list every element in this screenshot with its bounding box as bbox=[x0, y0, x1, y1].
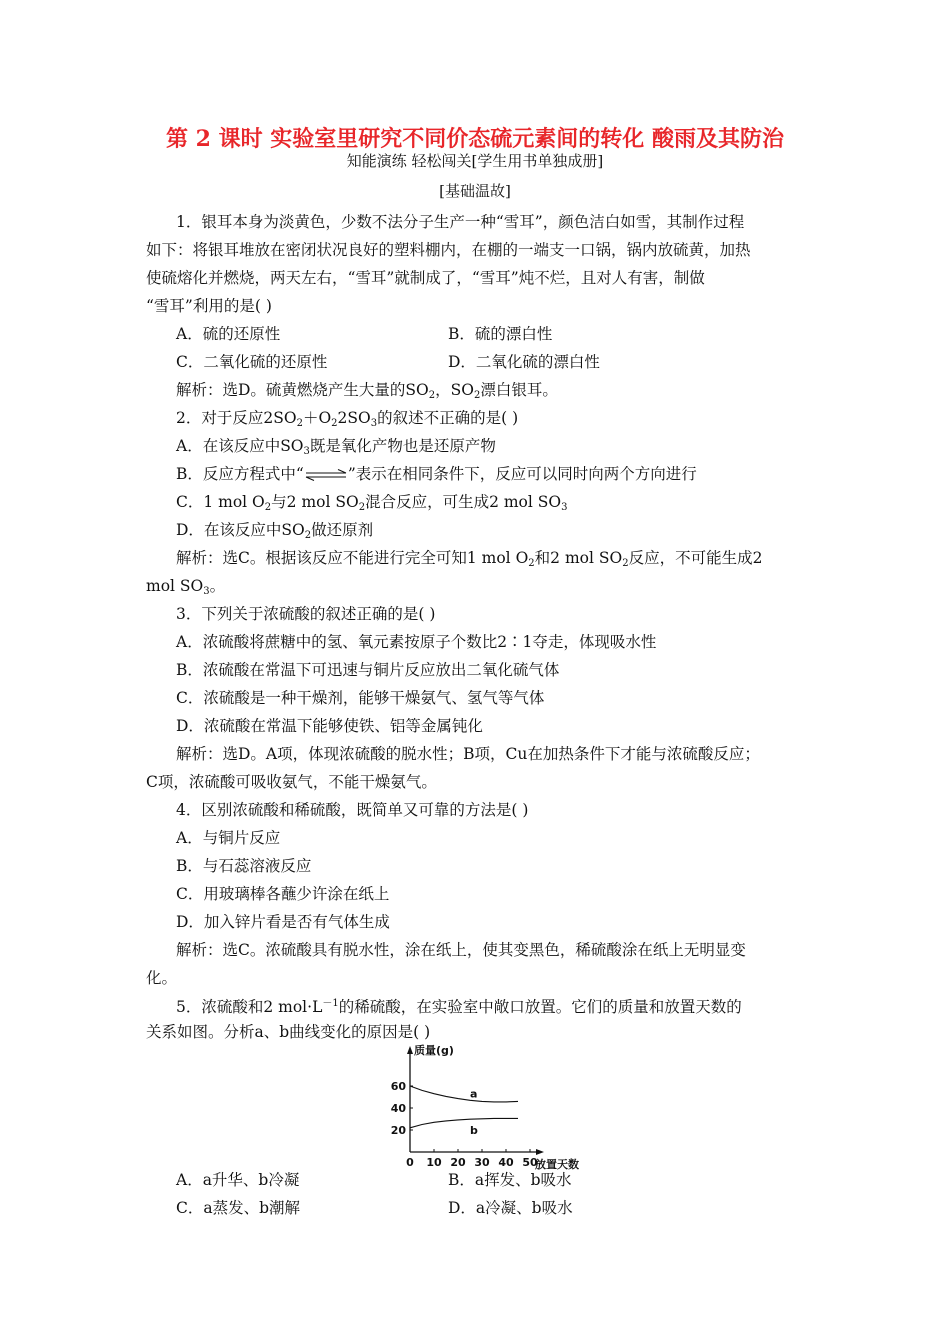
q4-option-d: D．加入锌片看是否有气体生成 bbox=[176, 913, 390, 931]
q3-answer-line1: 解析：选D。A项，体现浓硫酸的脱水性；B项，Cu在加热条件下才能与浓硫酸反应； bbox=[176, 745, 760, 763]
x-axis-label: 放置天数 bbox=[535, 1158, 579, 1171]
x-tick-label: 20 bbox=[450, 1156, 466, 1169]
q5-option-a: A．a升华、b冷凝 bbox=[176, 1171, 300, 1189]
x-tick-label: 10 bbox=[426, 1156, 442, 1169]
q4-stem: 4．区别浓硫酸和稀硫酸，既简单又可靠的方法是( ) bbox=[176, 801, 529, 819]
x-axis-arrow-icon bbox=[536, 1149, 544, 1155]
q3-stem: 3．下列关于浓硫酸的叙述正确的是( ) bbox=[176, 605, 436, 623]
q5-stem-line2: 关系如图。分析a、b曲线变化的原因是( ) bbox=[146, 1023, 431, 1041]
q2-option-b: B．反应方程式中“ ”表示在相同条件下，反应可以同时向两个方向进行 bbox=[176, 465, 697, 483]
q2-option-a: A．在该反应中$SO_3$既是氧化产物也是还原产物 bbox=[176, 437, 496, 457]
x-tick-label: 40 bbox=[498, 1156, 514, 1169]
q1-stem-line3: 使硫熔化并燃烧，两天左右，“雪耳”就制成了，“雪耳”炖不烂，且对人有害，制做 bbox=[146, 269, 705, 287]
series-line-b bbox=[410, 1118, 518, 1127]
q3-answer-line2: C项，浓硫酸可吸收氨气，不能干燥氨气。 bbox=[146, 773, 437, 791]
series-label-a: a bbox=[470, 1087, 478, 1101]
q4-option-b: B．与石蕊溶液反应 bbox=[176, 857, 312, 875]
q1-option-d: D．二氧化硫的漂白性 bbox=[448, 353, 600, 371]
q2-answer-line1: 解析：选C。根据该反应不能进行完全可知1 mol $O_2$和2 mol $SO_2$反应，不可能生成2 bbox=[176, 549, 763, 569]
x-tick-label: 30 bbox=[474, 1156, 490, 1169]
section-heading: [基础温故] bbox=[439, 182, 511, 200]
y-tick-label: 60 bbox=[390, 1080, 406, 1093]
q1-option-c: C．二氧化硫的还原性 bbox=[176, 353, 328, 371]
q2-answer-line2: mol $SO_3$。 bbox=[146, 577, 226, 597]
q4-option-a: A．与铜片反应 bbox=[176, 829, 281, 847]
y-axis-arrow-icon bbox=[407, 1046, 413, 1054]
series-line-a bbox=[410, 1086, 518, 1102]
q5-option-c: C．a蒸发、b潮解 bbox=[176, 1199, 301, 1217]
mass-vs-days-chart bbox=[378, 1040, 598, 1176]
y-tick-label: 20 bbox=[390, 1124, 406, 1137]
q3-option-a: A．浓硫酸将蔗糖中的氢、氧元素按原子个数比2∶1夺走，体现吸水性 bbox=[176, 633, 657, 651]
q4-option-c: C．用玻璃棒各蘸少许涂在纸上 bbox=[176, 885, 390, 903]
q1-stem-line2: 如下：将银耳堆放在密闭状况良好的塑料棚内，在棚的一端支一口锅，锅内放硫黄，加热 bbox=[146, 241, 751, 259]
q2-option-c: C．1 mol $O_2$与2 mol $SO_2$混合反应，可生成2 mol $SO_3$ bbox=[176, 493, 568, 513]
series-label-b: b bbox=[470, 1124, 478, 1138]
reversible-arrow-icon bbox=[304, 469, 348, 481]
q5-option-d: D．a冷凝、b吸水 bbox=[448, 1199, 573, 1217]
q3-option-d: D．浓硫酸在常温下能够使铁、铝等金属钝化 bbox=[176, 717, 483, 735]
x-tick-label: 0 bbox=[406, 1156, 414, 1169]
q5-stem-line1: 5．浓硫酸和2 $mol\cdot L^{-1}$的稀硫酸，在实验室中敞口放置。它们的质量和放置天数的 bbox=[176, 998, 742, 1017]
x-tick-label: 50 bbox=[522, 1156, 538, 1169]
q4-answer-line1: 解析：选C。浓硫酸具有脱水性，涂在纸上，使其变黑色，稀硫酸涂在纸上无明显变 bbox=[176, 941, 746, 959]
y-axis-label: 质量(g) bbox=[414, 1044, 454, 1057]
q1-answer: 解析：选D。硫黄燃烧产生大量的$SO_2$，$SO_2$漂白银耳。 bbox=[176, 381, 558, 401]
y-tick-label: 40 bbox=[390, 1102, 406, 1115]
q1-option-b: B．硫的漂白性 bbox=[448, 325, 553, 343]
page-title: 第 2 课时 实验室里研究不同价态硫元素间的转化 酸雨及其防治 bbox=[166, 126, 784, 152]
q4-answer-line2: 化。 bbox=[146, 969, 178, 987]
page-subtitle: 知能演练 轻松闯关[学生用书单独成册] bbox=[346, 152, 604, 170]
q5-option-b: B．a挥发、b吸水 bbox=[448, 1171, 572, 1189]
q2-option-d: D．在该反应中$SO_2$做还原剂 bbox=[176, 521, 374, 541]
q1-stem-line4: “雪耳”利用的是( ) bbox=[146, 297, 272, 315]
q3-option-b: B．浓硫酸在常温下可迅速与铜片反应放出二氧化硫气体 bbox=[176, 661, 560, 679]
q3-option-c: C．浓硫酸是一种干燥剂，能够干燥氨气、氢气等气体 bbox=[176, 689, 545, 707]
q1-option-a: A．硫的还原性 bbox=[176, 325, 281, 343]
q1-stem-line1: 1．银耳本身为淡黄色，少数不法分子生产一种“雪耳”，颜色洁白如雪，其制作过程 bbox=[176, 213, 745, 231]
q2-stem: 2．对于反应$2SO_2+O_22SO_3$的叙述不正确的是( ) bbox=[176, 409, 519, 429]
